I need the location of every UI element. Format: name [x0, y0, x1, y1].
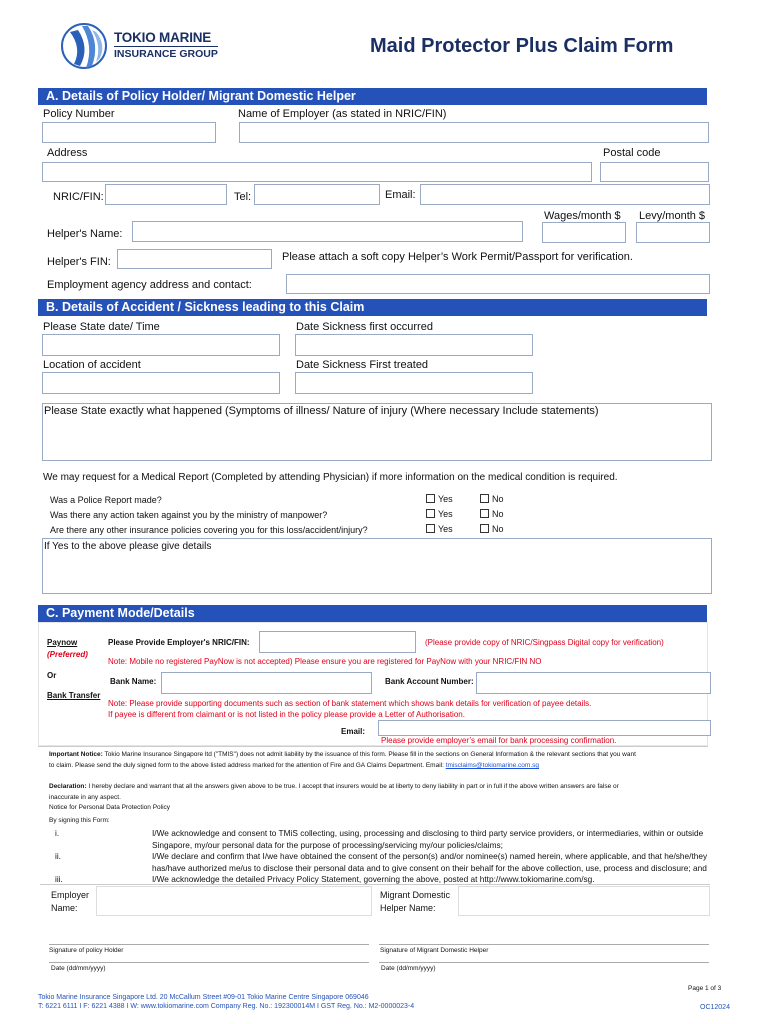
important-notice: Important Notice: Tokio Marine Insurance Singapore ltd ("TMIS") does not admit liability by the issuance of this form. Please fill in the sections on General Information & the relevant sections that you want [49, 751, 636, 758]
state-date-label: Please State date/ Time [43, 321, 160, 333]
sickness-occurred-label: Date Sickness first occurred [296, 321, 433, 333]
holder-date-label: Date (dd/mm/yyyy) [51, 965, 106, 972]
consent-item-2: I/We declare and confirm that I/we have obtained the consent of the person(s) and/or nominee(s) named herein, where applicable, and that he/she/they has/have authorized me/us to disclose their personal data and to give consent on their behalf for the above collection, use, process and disclosure; and [152, 851, 708, 873]
tel-input[interactable] [254, 184, 380, 205]
provide-nric-label: Please Provide Employer's NRIC/FIN: [108, 638, 250, 647]
helper-name-label: Helper's Name: [47, 228, 123, 240]
account-number-input[interactable] [476, 672, 711, 694]
form-code: OC12024 [700, 1004, 730, 1011]
sickness-treated-input[interactable] [295, 372, 533, 394]
helper-date-label: Date (dd/mm/yyyy) [381, 965, 436, 972]
helper-name-sig-input[interactable] [458, 886, 710, 916]
insurance-no-checkbox[interactable]: No [480, 524, 504, 534]
notice-line-2: to claim. Please send the duly signed form to the above listed address marked for the attention of Fire and GA Claims Department. Email: tmisclaims@tokiomarine.com.sg [49, 762, 540, 769]
signing-label: By signing this Form: [49, 817, 110, 824]
bank-name-input[interactable] [161, 672, 372, 694]
agency-input[interactable] [286, 274, 710, 294]
helper-signature-label: Signature of Migrant Domestic Helper [380, 947, 489, 954]
levy-label: Levy/month $ [639, 210, 706, 222]
paynow-note: Note: Mobile no registered PayNow is not accepted) Please ensure you are registered for PayNow with your NRIC/FIN NO [108, 657, 542, 666]
account-number-label: Bank Account Number: [385, 677, 474, 686]
address-input[interactable] [42, 162, 592, 182]
question-mom: Was there any action taken against you by the ministry of manpower? [50, 510, 328, 520]
helper-signature-line[interactable] [379, 944, 709, 945]
consent-num-1: i. [55, 828, 60, 838]
employer-name-input[interactable] [239, 122, 709, 143]
helper-date-line[interactable] [379, 962, 709, 963]
logo [60, 18, 250, 74]
location-label: Location of accident [43, 359, 141, 371]
bank-name-label: Bank Name: [110, 677, 157, 686]
helper-fin-input[interactable] [117, 249, 272, 269]
wages-input[interactable] [542, 222, 626, 243]
postal-code-label: Postal code [603, 147, 661, 159]
nric-input[interactable] [105, 184, 227, 205]
police-yes-checkbox[interactable]: Yes [426, 494, 453, 504]
tokio-marine-logo-icon [60, 18, 108, 74]
holder-date-line[interactable] [49, 962, 369, 963]
privacy-heading: Notice for Personal Data Protection Policy [49, 804, 171, 811]
preferred-label: (Preferred) [47, 650, 88, 659]
date-time-input[interactable] [42, 334, 280, 356]
sickness-treated-label: Date Sickness First treated [296, 359, 429, 371]
footer-contact: T: 6221 6111 I F: 6221 4388 I W: www.tokiomarine.com Company Reg. No.: 192300014M I GST Reg. No.: M2-0000023-4 [38, 1003, 415, 1010]
paynow-label: Paynow [47, 638, 78, 647]
helper-fin-label: Helper's FIN: [47, 256, 111, 268]
page-number: Page 1 of 3 [688, 985, 722, 992]
section-c-heading: C. Payment Mode/Details [38, 605, 707, 622]
bank-note-2: If payee is different from claimant or is not listed in the policy please provide a Letter of Authorisation. [108, 710, 465, 719]
claims-email-link[interactable]: tmisclaims@tokiomarine.com.sg [445, 762, 540, 769]
payment-email-input[interactable] [378, 720, 711, 736]
employer-name-sig-input[interactable] [96, 886, 372, 916]
employer-nric-input[interactable] [259, 631, 416, 653]
bank-note-1: Note: Please provide supporting documents such as section of bank statement which shows bank details for verification of payee details. [108, 699, 592, 708]
payment-email-label: Email: [341, 727, 366, 736]
brand-name: TOKIO MARINE [114, 30, 212, 45]
mom-yes-checkbox[interactable]: Yes [426, 509, 453, 519]
brand-group: INSURANCE GROUP [114, 48, 218, 60]
helper-name-input[interactable] [132, 221, 523, 242]
declaration: Declaration: I hereby declare and warrant that all the answers given above to be true. I accept that insurers would be at liberty to deny liability in part or in full if the above written answers are false or [49, 783, 619, 790]
agency-label: Employment agency address and contact: [47, 279, 252, 291]
employer-name-label: Name of Employer (as stated in NRIC/FIN) [238, 108, 447, 120]
sickness-occurred-input[interactable] [295, 334, 533, 356]
policy-number-input[interactable] [42, 122, 216, 143]
what-happened-label: Please State exactly what happened (Symptoms of illness/ Nature of injury (Where necessary Include statements) [44, 405, 599, 417]
email-note: Please provide employer’s email for bank processing confirmation. [381, 736, 617, 745]
if-yes-label: If Yes to the above please give details [44, 541, 212, 552]
postal-code-input[interactable] [600, 162, 709, 182]
email-input[interactable] [420, 184, 710, 205]
wages-label: Wages/month $ [544, 210, 621, 222]
insurance-yes-checkbox[interactable]: Yes [426, 524, 453, 534]
nric-copy-note: (Please provide copy of NRIC/Singpass Digital copy for verification) [425, 638, 664, 647]
page-title: Maid Protector Plus Claim Form [370, 35, 674, 57]
section-a-heading: A. Details of Policy Holder/ Migrant Domestic Helper [38, 88, 707, 105]
consent-item-1: I/We acknowledge and consent to TMiS collecting, using, processing and disclosing to third party service providers, or intermediaries, within or outside Singapore, my/our personal data for the purpose of processing/servicing my/our policies/claims; [152, 828, 704, 850]
tel-label: Tel: [234, 191, 252, 203]
bank-transfer-label: Bank Transfer [47, 691, 101, 700]
policy-number-label: Policy Number [43, 108, 115, 120]
declaration-line-2: inaccurate in any aspect. [49, 794, 121, 801]
section-b-heading: B. Details of Accident / Sickness leading to this Claim [38, 299, 707, 316]
or-label: Or [47, 671, 57, 680]
consent-num-3: iii. [55, 874, 63, 884]
police-no-checkbox[interactable]: No [480, 494, 504, 504]
email-label: Email: [385, 189, 416, 201]
nric-label: NRIC/FIN: [53, 191, 104, 203]
attach-note: Please attach a soft copy Helper’s Work Permit/Passport for verification. [282, 251, 633, 263]
footer-address: Tokio Marine Insurance Singapore Ltd. 20 McCallum Street #09-01 Tokio Marine Centre Singapore 069046 [38, 994, 369, 1001]
consent-num-2: ii. [55, 851, 61, 861]
employer-name-sig-label: Employer Name: [51, 890, 90, 913]
levy-input[interactable] [636, 222, 710, 243]
question-insurance: Are there any other insurance policies covering you for this loss/accident/injury? [50, 525, 368, 535]
location-input[interactable] [42, 372, 280, 394]
consent-item-3: I/We acknowledge the detailed Privacy Policy Statement, governing the above, posted at http://www.tokiomarine.com/sg. [152, 874, 595, 884]
holder-signature-line[interactable] [49, 944, 369, 945]
holder-signature-label: Signature of policy Holder [49, 947, 124, 954]
medical-report-note: We may request for a Medical Report (Completed by attending Physician) if more information on the medical condition is required. [43, 472, 618, 483]
address-label: Address [47, 147, 88, 159]
helper-name-sig-label: Migrant Domestic Helper Name: [380, 890, 451, 913]
question-police: Was a Police Report made? [50, 495, 162, 505]
mom-no-checkbox[interactable]: No [480, 509, 504, 519]
